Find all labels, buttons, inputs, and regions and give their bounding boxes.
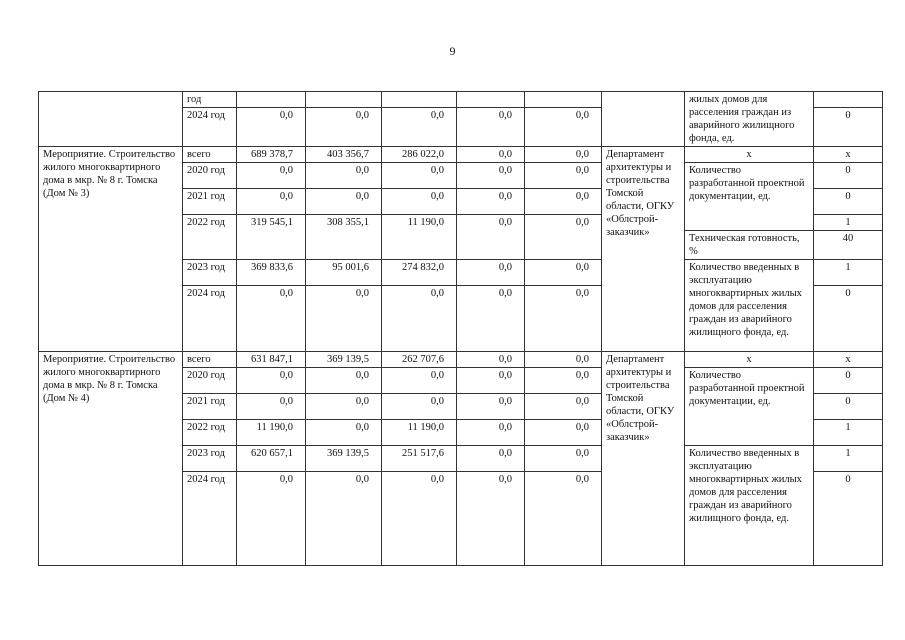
value-cell (237, 92, 306, 108)
value-cell: 0,0 (525, 108, 602, 147)
value-cell: 0,0 (525, 163, 602, 189)
year-cell: всего (183, 147, 237, 163)
value-cell: 0,0 (237, 368, 306, 394)
value-cell: 0,0 (457, 260, 525, 286)
value-cell: 11 190,0 (382, 420, 457, 446)
value-cell: 0,0 (457, 189, 525, 215)
value-cell: 0,0 (237, 108, 306, 147)
indicator-value: 0 (814, 368, 883, 394)
value-cell: 0,0 (237, 394, 306, 420)
value-cell: 0,0 (306, 163, 382, 189)
indicator-cell: Количество введенных в эксплуатацию многоквартирных жилых домов для расселения граждан из аварийного жилищного фонда, ед. (685, 260, 814, 352)
value-cell: 11 190,0 (237, 420, 306, 446)
value-cell: 308 355,1 (306, 215, 382, 260)
value-cell: 0,0 (382, 108, 457, 147)
value-cell: 0,0 (306, 108, 382, 147)
year-cell: всего (183, 352, 237, 368)
value-cell: 369 139,5 (306, 352, 382, 368)
value-cell: 262 707,6 (382, 352, 457, 368)
value-cell: 0,0 (525, 215, 602, 260)
value-cell: 0,0 (306, 472, 382, 566)
indicator-cell: Количество разработанной проектной документации, ед. (685, 163, 814, 231)
value-cell: 0,0 (525, 394, 602, 420)
value-cell: 0,0 (382, 286, 457, 352)
value-cell: 369 833,6 (237, 260, 306, 286)
value-cell: 0,0 (306, 368, 382, 394)
value-cell: 0,0 (525, 286, 602, 352)
year-cell: 2021 год (183, 394, 237, 420)
value-cell: 403 356,7 (306, 147, 382, 163)
year-cell: 2023 год (183, 260, 237, 286)
indicator-value: 1 (814, 446, 883, 472)
value-cell: 319 545,1 (237, 215, 306, 260)
value-cell: 286 022,0 (382, 147, 457, 163)
value-cell: 0,0 (525, 147, 602, 163)
value-cell: 0,0 (525, 420, 602, 446)
indicator-cell: х (685, 352, 814, 368)
indicator-value: х (814, 147, 883, 163)
measure-name-cell (39, 92, 183, 147)
value-cell: 0,0 (457, 108, 525, 147)
table-row (39, 352, 883, 368)
value-cell: 0,0 (237, 472, 306, 566)
indicator-value: 1 (814, 420, 883, 446)
value-cell (525, 92, 602, 108)
indicator-cell: жилых домов для расселения граждан из аварийного жилищного фонда, ед. (685, 92, 814, 147)
measure-name-cell: Мероприятие. Строительство жилого многоквартирного дома в мкр. № 8 г. Томска (Дом № 3) (39, 147, 183, 352)
indicator-value: 1 (814, 260, 883, 286)
value-cell: 0,0 (457, 368, 525, 394)
indicator-value: 0 (814, 286, 883, 352)
year-cell: 2024 год (183, 286, 237, 352)
indicator-cell: Количество введенных в эксплуатацию многоквартирных жилых домов для расселения граждан из аварийного жилищного фонда, ед. (685, 446, 814, 566)
year-cell: 2023 год (183, 446, 237, 472)
value-cell (382, 92, 457, 108)
indicator-value: 1 (814, 215, 883, 231)
value-cell: 0,0 (457, 472, 525, 566)
value-cell: 689 378,7 (237, 147, 306, 163)
indicator-value: 0 (814, 189, 883, 215)
indicator-value: 0 (814, 163, 883, 189)
value-cell: 251 517,6 (382, 446, 457, 472)
value-cell: 0,0 (237, 189, 306, 215)
value-cell: 0,0 (457, 394, 525, 420)
value-cell: 0,0 (382, 394, 457, 420)
value-cell: 0,0 (457, 163, 525, 189)
value-cell: 0,0 (525, 446, 602, 472)
value-cell: 0,0 (525, 189, 602, 215)
value-cell: 0,0 (237, 163, 306, 189)
year-cell: год (183, 92, 237, 108)
value-cell: 0,0 (382, 163, 457, 189)
year-cell: 2020 год (183, 163, 237, 189)
indicator-value: 0 (814, 394, 883, 420)
program-table (38, 91, 883, 566)
table-row (39, 147, 883, 163)
indicator-cell: Техническая готовность, % (685, 231, 814, 260)
value-cell: 0,0 (457, 215, 525, 260)
indicator-cell: Количество разработанной проектной документации, ед. (685, 368, 814, 446)
value-cell: 620 657,1 (237, 446, 306, 472)
value-cell: 631 847,1 (237, 352, 306, 368)
year-cell: 2022 год (183, 420, 237, 446)
value-cell: 0,0 (525, 352, 602, 368)
indicator-value: 0 (814, 108, 883, 147)
value-cell: 11 190,0 (382, 215, 457, 260)
value-cell: 0,0 (525, 260, 602, 286)
year-cell: 2024 год (183, 472, 237, 566)
page-number: 9 (449, 44, 456, 58)
table-row (39, 92, 883, 108)
value-cell: 0,0 (525, 472, 602, 566)
indicator-value: 40 (814, 231, 883, 260)
value-cell: 0,0 (457, 446, 525, 472)
value-cell: 274 832,0 (382, 260, 457, 286)
value-cell: 0,0 (457, 420, 525, 446)
value-cell: 0,0 (457, 352, 525, 368)
value-cell: 0,0 (237, 286, 306, 352)
indicator-value: 0 (814, 472, 883, 566)
year-cell: 2022 год (183, 215, 237, 260)
year-cell: 2024 год (183, 108, 237, 147)
value-cell: 0,0 (306, 286, 382, 352)
value-cell: 0,0 (306, 394, 382, 420)
value-cell: 95 001,6 (306, 260, 382, 286)
year-cell: 2021 год (183, 189, 237, 215)
value-cell: 0,0 (306, 189, 382, 215)
value-cell: 0,0 (382, 368, 457, 394)
value-cell: 0,0 (525, 368, 602, 394)
value-cell: 0,0 (382, 472, 457, 566)
value-cell: 0,0 (382, 189, 457, 215)
value-cell: 369 139,5 (306, 446, 382, 472)
executor-cell: Департамент архитектуры и строительства Томской области, ОГКУ «Облстрой-заказчик» (602, 147, 685, 352)
indicator-cell: х (685, 147, 814, 163)
executor-cell (602, 92, 685, 147)
executor-cell: Департамент архитектуры и строительства Томской области, ОГКУ «Облстрой-заказчик» (602, 352, 685, 566)
value-cell: 0,0 (306, 420, 382, 446)
indicator-value (814, 92, 883, 108)
measure-name-cell: Мероприятие. Строительство жилого многоквартирного дома в мкр. № 8 г. Томска (Дом № 4) (39, 352, 183, 566)
indicator-value: х (814, 352, 883, 368)
value-cell (457, 92, 525, 108)
value-cell: 0,0 (457, 147, 525, 163)
year-cell: 2020 год (183, 368, 237, 394)
value-cell: 0,0 (457, 286, 525, 352)
value-cell (306, 92, 382, 108)
